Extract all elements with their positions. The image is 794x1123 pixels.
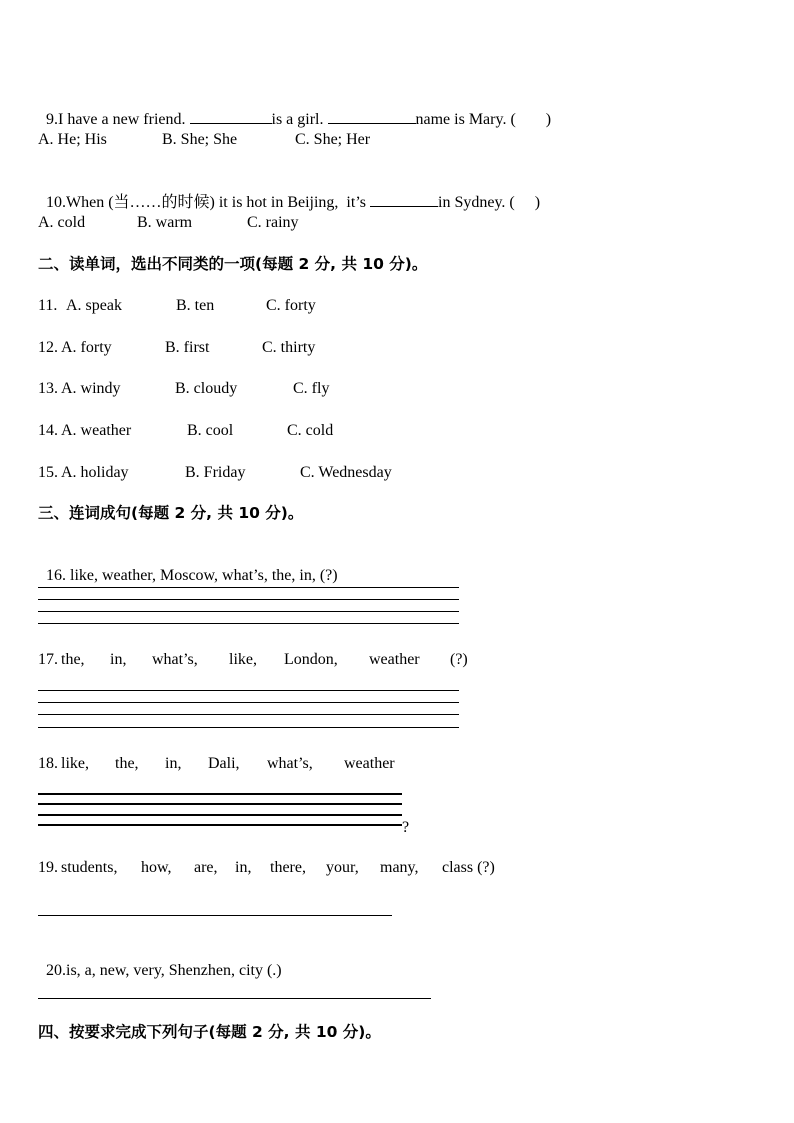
option-b: B. warm xyxy=(137,214,193,231)
section-heading-3: 三、连词成句(每题 2 分, 共 10 分)。 xyxy=(38,504,304,522)
answer-line[interactable] xyxy=(38,599,459,600)
word: in, xyxy=(165,755,182,772)
question-number: 15. xyxy=(38,464,58,481)
question-18 xyxy=(38,754,58,774)
word: the, xyxy=(115,755,139,772)
answer-blank[interactable] xyxy=(190,108,272,124)
answer-line[interactable] xyxy=(38,915,392,916)
answer-line[interactable] xyxy=(38,690,459,691)
answer-line[interactable] xyxy=(38,727,459,728)
option-a: A. He; His xyxy=(38,131,107,148)
question-number: 18. xyxy=(38,755,58,772)
question-19 xyxy=(38,858,58,878)
option-b: B. She; She xyxy=(162,131,238,148)
option-c: C. She; Her xyxy=(295,131,371,148)
question-15 xyxy=(38,463,58,483)
word-list: is, a, new, very, Shenzhen, city (.) xyxy=(66,962,282,979)
word: class (?) xyxy=(442,859,495,876)
word: are, xyxy=(194,859,218,876)
option-c: C. Wednesday xyxy=(300,464,392,481)
word: in, xyxy=(235,859,252,876)
question-number: 11. xyxy=(38,297,62,314)
option-a: A. windy xyxy=(61,380,121,397)
answer-line[interactable] xyxy=(38,824,402,826)
word: Dali, xyxy=(208,755,240,772)
word: weather xyxy=(344,755,395,772)
answer-line[interactable] xyxy=(38,623,459,624)
question-11 xyxy=(38,296,61,316)
answer-blank[interactable] xyxy=(370,191,438,207)
word: like, xyxy=(229,651,257,668)
option-c: C. thirty xyxy=(262,339,316,356)
option-b: B. ten xyxy=(176,297,215,314)
answer-line[interactable] xyxy=(38,611,459,612)
answer-line[interactable] xyxy=(38,998,431,999)
word: students, xyxy=(61,859,118,876)
answer-line[interactable] xyxy=(38,714,459,715)
question-20 xyxy=(38,941,282,981)
word: your, xyxy=(326,859,359,876)
section-heading-2: 二、读单词，选出不同类的一项(每题 2 分, 共 10 分)。 xyxy=(38,255,428,273)
option-c: C. cold xyxy=(287,422,334,439)
option-b: B. cool xyxy=(187,422,234,439)
word: (?) xyxy=(450,651,468,668)
question-number: 10. xyxy=(46,194,66,211)
question-number: 17. xyxy=(38,651,58,668)
section-heading-4: 四、按要求完成下列句子(每题 2 分, 共 10 分)。 xyxy=(38,1023,381,1041)
answer-line[interactable] xyxy=(38,803,402,805)
word: how, xyxy=(141,859,172,876)
word: what’s, xyxy=(152,651,198,668)
word: many, xyxy=(380,859,419,876)
word: in, xyxy=(110,651,127,668)
question-mark: ? xyxy=(402,819,410,836)
option-c: C. forty xyxy=(266,297,316,314)
answer-blank[interactable] xyxy=(328,108,416,124)
answer-line[interactable] xyxy=(38,702,459,703)
question-9: 9.I have a new friend. is a girl. name is Mary. ( ) xyxy=(38,88,551,130)
option-a: A. forty xyxy=(61,339,112,356)
question-14 xyxy=(38,421,58,441)
question-number: 12. xyxy=(38,339,58,356)
option-b: B. first xyxy=(165,339,210,356)
question-12 xyxy=(38,338,58,358)
word: there, xyxy=(270,859,306,876)
word: what’s, xyxy=(267,755,313,772)
option-a: A. cold xyxy=(38,214,86,231)
option-a: A. weather xyxy=(61,422,132,439)
question-17 xyxy=(38,650,58,670)
answer-line[interactable] xyxy=(38,793,402,795)
question-number: 20. xyxy=(46,962,66,979)
option-b: B. cloudy xyxy=(175,380,238,397)
question-13 xyxy=(38,379,58,399)
word: weather xyxy=(369,651,420,668)
question-number: 13. xyxy=(38,380,58,397)
option-a: A. holiday xyxy=(61,464,129,481)
answer-line[interactable] xyxy=(38,814,402,816)
question-number: 16. xyxy=(46,567,70,584)
word-list: like, weather, Moscow, what’s, the, in, (?) xyxy=(70,567,338,584)
word: London, xyxy=(284,651,338,668)
option-b: B. Friday xyxy=(185,464,246,481)
question-number: 19. xyxy=(38,859,58,876)
option-c: C. rainy xyxy=(247,214,299,231)
word: the, xyxy=(61,651,85,668)
question-10: 10.When (当……的时候) it is hot in Beijing, it’s in Sydney. ( ) xyxy=(38,171,540,213)
answer-line[interactable] xyxy=(38,587,459,588)
question-number: 9. xyxy=(46,111,58,128)
option-c: C. fly xyxy=(293,380,330,397)
question-number: 14. xyxy=(38,422,58,439)
word: like, xyxy=(61,755,89,772)
option-a: A. speak xyxy=(66,297,122,314)
question-16 xyxy=(38,546,338,586)
